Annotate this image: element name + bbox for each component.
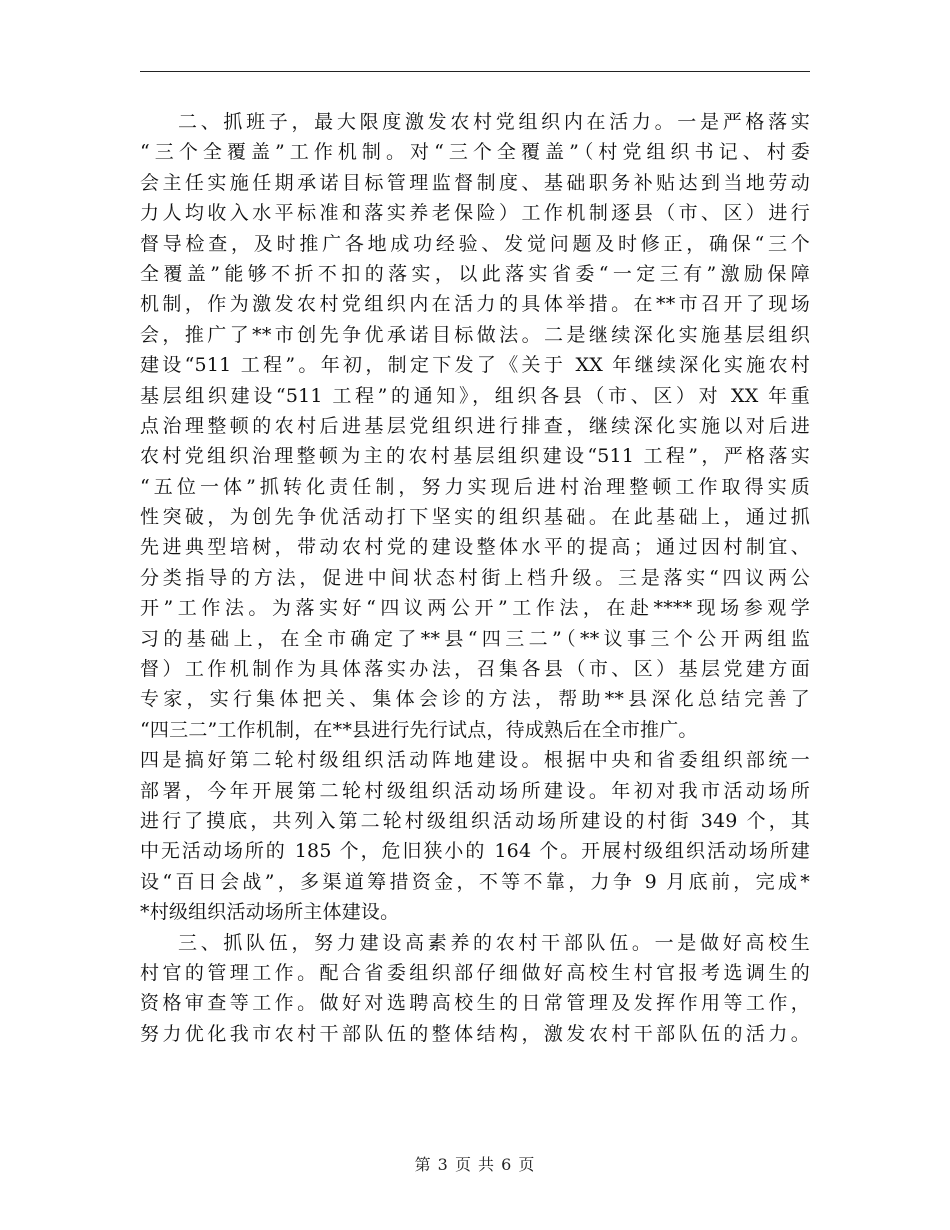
text-line: 资格审查等工作。做好对选聘高校生的日常管理及发挥作用等工作，	[140, 992, 810, 1015]
text-line: 农村党组织治理整顿为主的农村基层组织建设“511 工程”，严格落实	[140, 445, 810, 468]
text-line: *村级组织活动场所主体建设。	[140, 901, 400, 924]
text-line: 会主任实施任期承诺目标管理监督制度、基础职务补贴达到当地劳动	[140, 171, 810, 194]
header-rule	[140, 71, 810, 72]
text-line: “五位一体”抓转化责任制，努力实现后进村治理整顿工作取得实质	[140, 475, 810, 498]
text-line: 四是搞好第二轮村级组织活动阵地建设。根据中央和省委组织部统一	[140, 749, 810, 772]
text-line: 督）工作机制作为具体落实办法，召集各县（市、区）基层党建方面	[140, 658, 810, 681]
text-line: 力人均收入水平标准和落实养老保险）工作机制逐县（市、区）进行	[140, 202, 810, 225]
text-line: 会，推广了**市创先争优承诺目标做法。二是继续深化实施基层组织	[140, 323, 810, 346]
text-line: 点治理整顿的农村后进基层党组织进行排查，继续深化实施以对后进	[140, 414, 810, 437]
text-line: 习的基础上，在全市确定了**县“四三二”（**议事三个公开两组监	[140, 627, 810, 650]
text-line: 建设“511 工程”。年初，制定下发了《关于 XX 年继续深化实施农村	[140, 354, 810, 377]
text-line: 进行了摸底，共列入第二轮村级组织活动场所建设的村街 349 个，其	[140, 809, 810, 832]
text-line: 开”工作法。为落实好“四议两公开”工作法，在赴****现场参观学	[140, 597, 810, 620]
text-line: 二、抓班子，最大限度激发农村党组织内在活力。一是严格落实	[178, 111, 810, 133]
body-text	[140, 107, 810, 1049]
text-line: 设“百日会战”，多渠道筹措资金，不等不靠，力争 9 月底前，完成*	[140, 870, 810, 893]
text-line: 中无活动场所的 185 个，危旧狭小的 164 个。开展村级组织活动场所建	[140, 840, 810, 863]
text-line: 先进典型培树，带动农村党的建设整体水平的提高；通过因村制宜、	[140, 536, 810, 559]
text-line: 专家，实行集体把关、集体会诊的方法，帮助**县深化总结完善了	[140, 688, 810, 711]
text-line: 全覆盖”能够不折不扣的落实，以此落实省委“一定三有”激励保障	[140, 262, 810, 285]
text-line: 分类指导的方法，促进中间状态村街上档升级。三是落实“四议两公	[140, 566, 810, 589]
page-number: 第 3 页 共 6 页	[414, 1155, 536, 1174]
text-line: 基层组织建设“511 工程”的通知》，组织各县（市、区）对 XX 年重	[140, 384, 810, 407]
text-line: 督导检查，及时推广各地成功经验、发觉问题及时修正，确保“三个	[140, 232, 810, 255]
text-line: 性突破，为创先争优活动打下坚实的组织基础。在此基础上，通过抓	[140, 506, 810, 529]
text-line: 村官的管理工作。配合省委组织部仔细做好高校生村官报考选调生的	[140, 961, 810, 984]
text-line: “四三二”工作机制，在**县进行先行试点，待成熟后在全市推广。	[140, 718, 698, 741]
text-line: 三、抓队伍，努力建设高素养的农村干部队伍。一是做好高校生	[178, 931, 810, 954]
text-line: 机制，作为激发农村党组织内在活力的具体举措。在**市召开了现场	[140, 293, 810, 316]
text-line: 部署，今年开展第二轮村级组织活动场所建设。年初对我市活动场所	[140, 779, 810, 802]
text-line: 努力优化我市农村干部队伍的整体结构，激发农村干部队伍的活力。	[140, 1022, 810, 1045]
text-line: “三个全覆盖”工作机制。对“三个全覆盖”（村党组织书记、村委	[140, 141, 810, 164]
